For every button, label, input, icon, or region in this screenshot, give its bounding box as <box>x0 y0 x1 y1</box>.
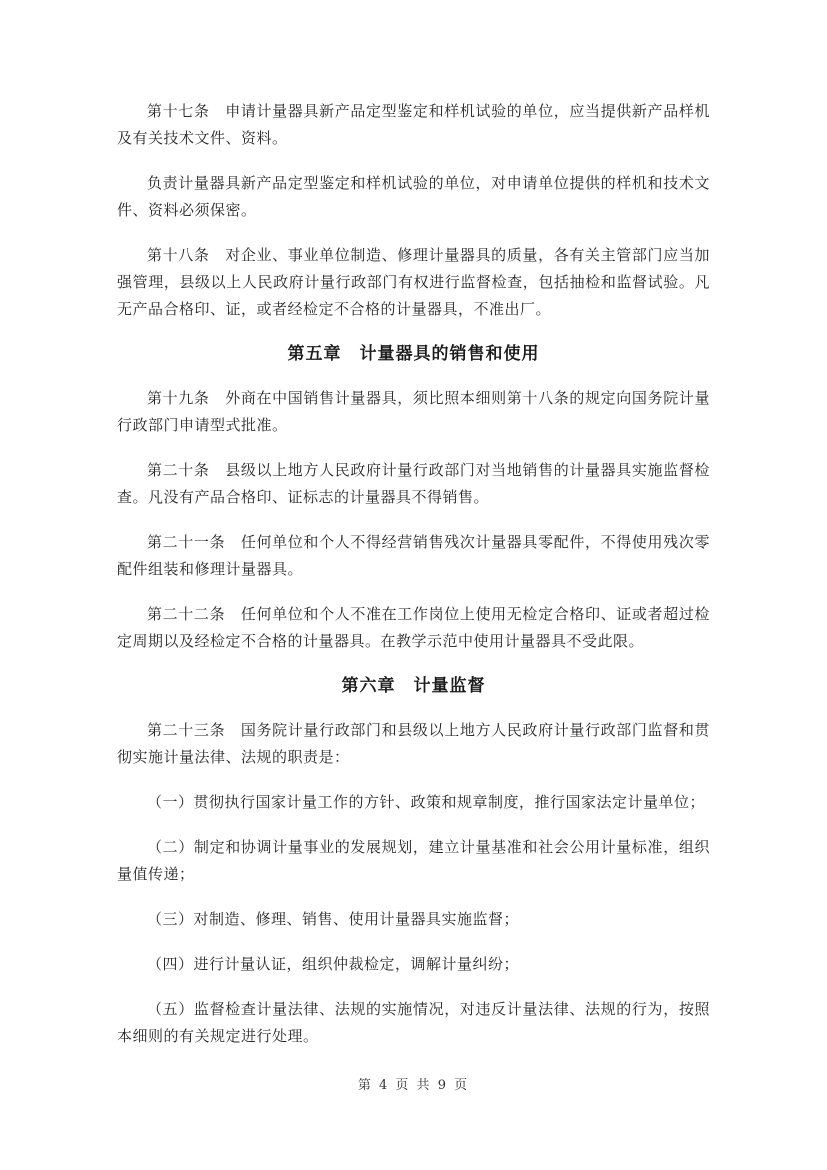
article-23-item-5: （五）监督检查计量法律、法规的实施情况，对违反计量法律、法规的行为，按照本细则的有关规定进行处理。 <box>117 1000 710 1045</box>
article-23-item-2: （二）制定和协调计量事业的发展规划，建立计量基准和社会公用计量标准，组织量值传递； <box>117 838 710 883</box>
article-19-clause: 第十九条 外商在中国销售计量器具，须比照本细则第十八条的规定向国务院计量行政部门申请型式批准。 <box>117 389 710 434</box>
article-17-clause-2: 负责计量器具新产品定型鉴定和样机试验的单位，对申请单位提供的样机和技术文件、资料必须保密。 <box>117 174 710 219</box>
article-20-clause: 第二十条 县级以上地方人民政府计量行政部门对当地销售的计量器具实施监督检查。凡没有产品合格印、证标志的计量器具不得销售。 <box>117 461 710 506</box>
article-22-clause: 第二十二条 任何单位和个人不准在工作岗位上使用无检定合格印、证或者超过检定周期以及经检定不合格的计量器具。在教学示范中使用计量器具不受此限。 <box>117 605 710 650</box>
article-23-clause: 第二十三条 国务院计量行政部门和县级以上地方人民政府计量行政部门监督和贯彻实施计量法律、法规的职责是： <box>117 721 710 766</box>
document-body <box>117 98 710 1068</box>
chapter-5-heading: 第五章 计量器具的销售和使用 <box>287 344 540 364</box>
article-21-clause: 第二十一条 任何单位和个人不得经营销售残次计量器具零配件，不得使用残次零配件组装和修理计量器具。 <box>117 533 710 578</box>
page-number: 第 4 页 共 9 页 <box>357 1078 470 1093</box>
article-23-item-3: （三）对制造、修理、销售、使用计量器具实施监督； <box>147 910 520 928</box>
chapter-6-heading: 第六章 计量监督 <box>341 676 486 696</box>
article-23-item-4: （四）进行计量认证，组织仲裁检定，调解计量纠纷； <box>147 955 520 973</box>
article-17-clause-1: 第十七条 申请计量器具新产品定型鉴定和样机试验的单位，应当提供新产品样机及有关技术文件、资料。 <box>117 102 710 147</box>
article-23-item-1: （一）贯彻执行国家计量工作的方针、政策和规章制度，推行国家法定计量单位； <box>147 793 706 811</box>
article-18-clause: 第十八条 对企业、事业单位制造、修理计量器具的质量，各有关主管部门应当加强管理，县级以上人民政府计量行政部门有权进行监督检查，包括抽检和监督试验。凡无产品合格印、证，或者经检定不合格的计量器具，不准出厂。 <box>117 246 710 318</box>
